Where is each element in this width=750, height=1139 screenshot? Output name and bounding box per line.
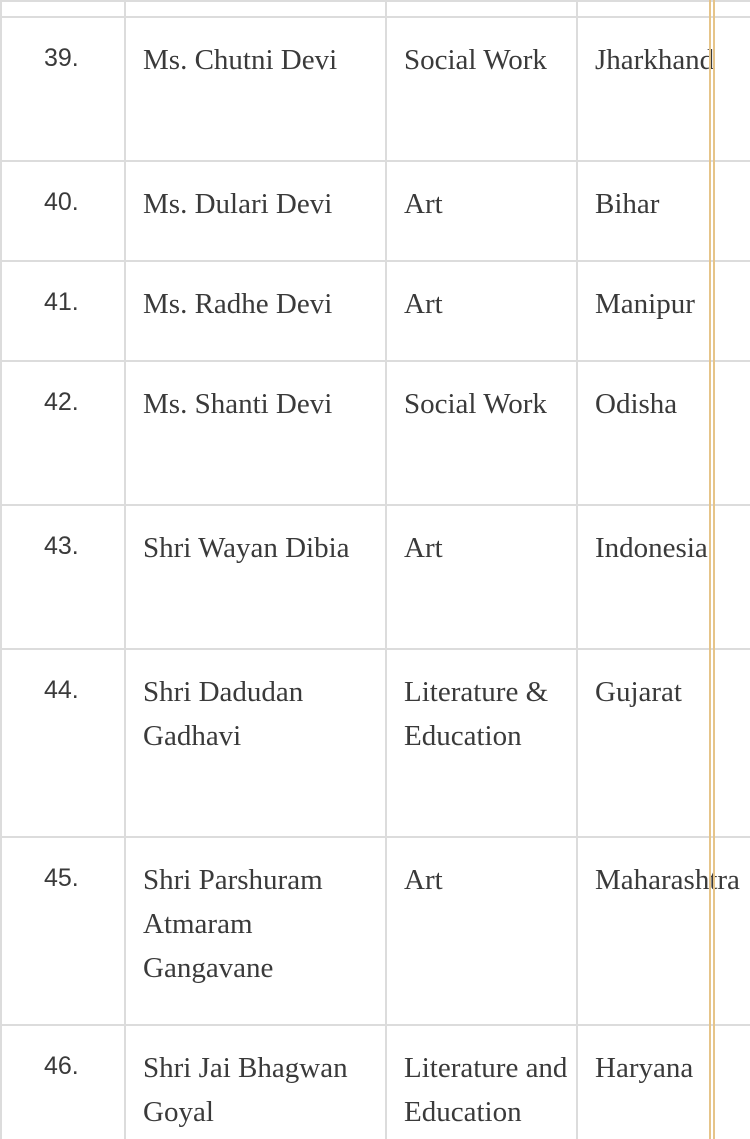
field-cell: Art bbox=[386, 837, 577, 1025]
name-cell: Ms. Radhe Devi bbox=[125, 261, 386, 361]
field-cell: Literature & Education bbox=[386, 649, 577, 837]
state-cell: Haryana bbox=[577, 1025, 750, 1139]
name-cell: Ms. Chutni Devi bbox=[125, 17, 386, 161]
table-row bbox=[1, 261, 750, 361]
table-row bbox=[1, 361, 750, 505]
serial-number-cell: 44. bbox=[1, 649, 125, 837]
name-cell: Ms. Shanti Devi bbox=[125, 361, 386, 505]
serial-number-cell: 42. bbox=[1, 361, 125, 505]
table-row bbox=[1, 505, 750, 649]
table-row bbox=[1, 1, 750, 17]
field-cell: Social Work bbox=[386, 361, 577, 505]
serial-number-cell: 39. bbox=[1, 17, 125, 161]
table-row bbox=[1, 837, 750, 1025]
state-cell: Indonesia bbox=[577, 505, 750, 649]
serial-number-cell: 40. bbox=[1, 161, 125, 261]
table-row bbox=[1, 161, 750, 261]
state-cell: Jharkhand bbox=[577, 17, 750, 161]
name-cell: Shri Jai Bhagwan Goyal bbox=[125, 1025, 386, 1139]
state-cell: Gujarat bbox=[577, 649, 750, 837]
serial-number-cell: 43. bbox=[1, 505, 125, 649]
state-cell: Manipur bbox=[577, 261, 750, 361]
field-cell: Social Work bbox=[386, 17, 577, 161]
field-cell: Literature and Education bbox=[386, 1025, 577, 1139]
name-cell: Shri Parshuram Atmaram Gangavane bbox=[125, 837, 386, 1025]
state-cell: Maharashtra bbox=[577, 837, 750, 1025]
name-cell: Shri Dadudan Gadhavi bbox=[125, 649, 386, 837]
serial-number-cell: 41. bbox=[1, 261, 125, 361]
table-row bbox=[1, 1025, 750, 1139]
state-cell: Odisha bbox=[577, 361, 750, 505]
table-row bbox=[1, 649, 750, 837]
name-cell: Ms. Dulari Devi bbox=[125, 161, 386, 261]
name-cell: Shri Wayan Dibia bbox=[125, 505, 386, 649]
state-cell: Bihar bbox=[577, 161, 750, 261]
serial-number-cell: 46. bbox=[1, 1025, 125, 1139]
field-cell: Art bbox=[386, 261, 577, 361]
field-cell: Art bbox=[386, 505, 577, 649]
field-cell: Art bbox=[386, 161, 577, 261]
table-row bbox=[1, 17, 750, 161]
serial-number-cell: 45. bbox=[1, 837, 125, 1025]
